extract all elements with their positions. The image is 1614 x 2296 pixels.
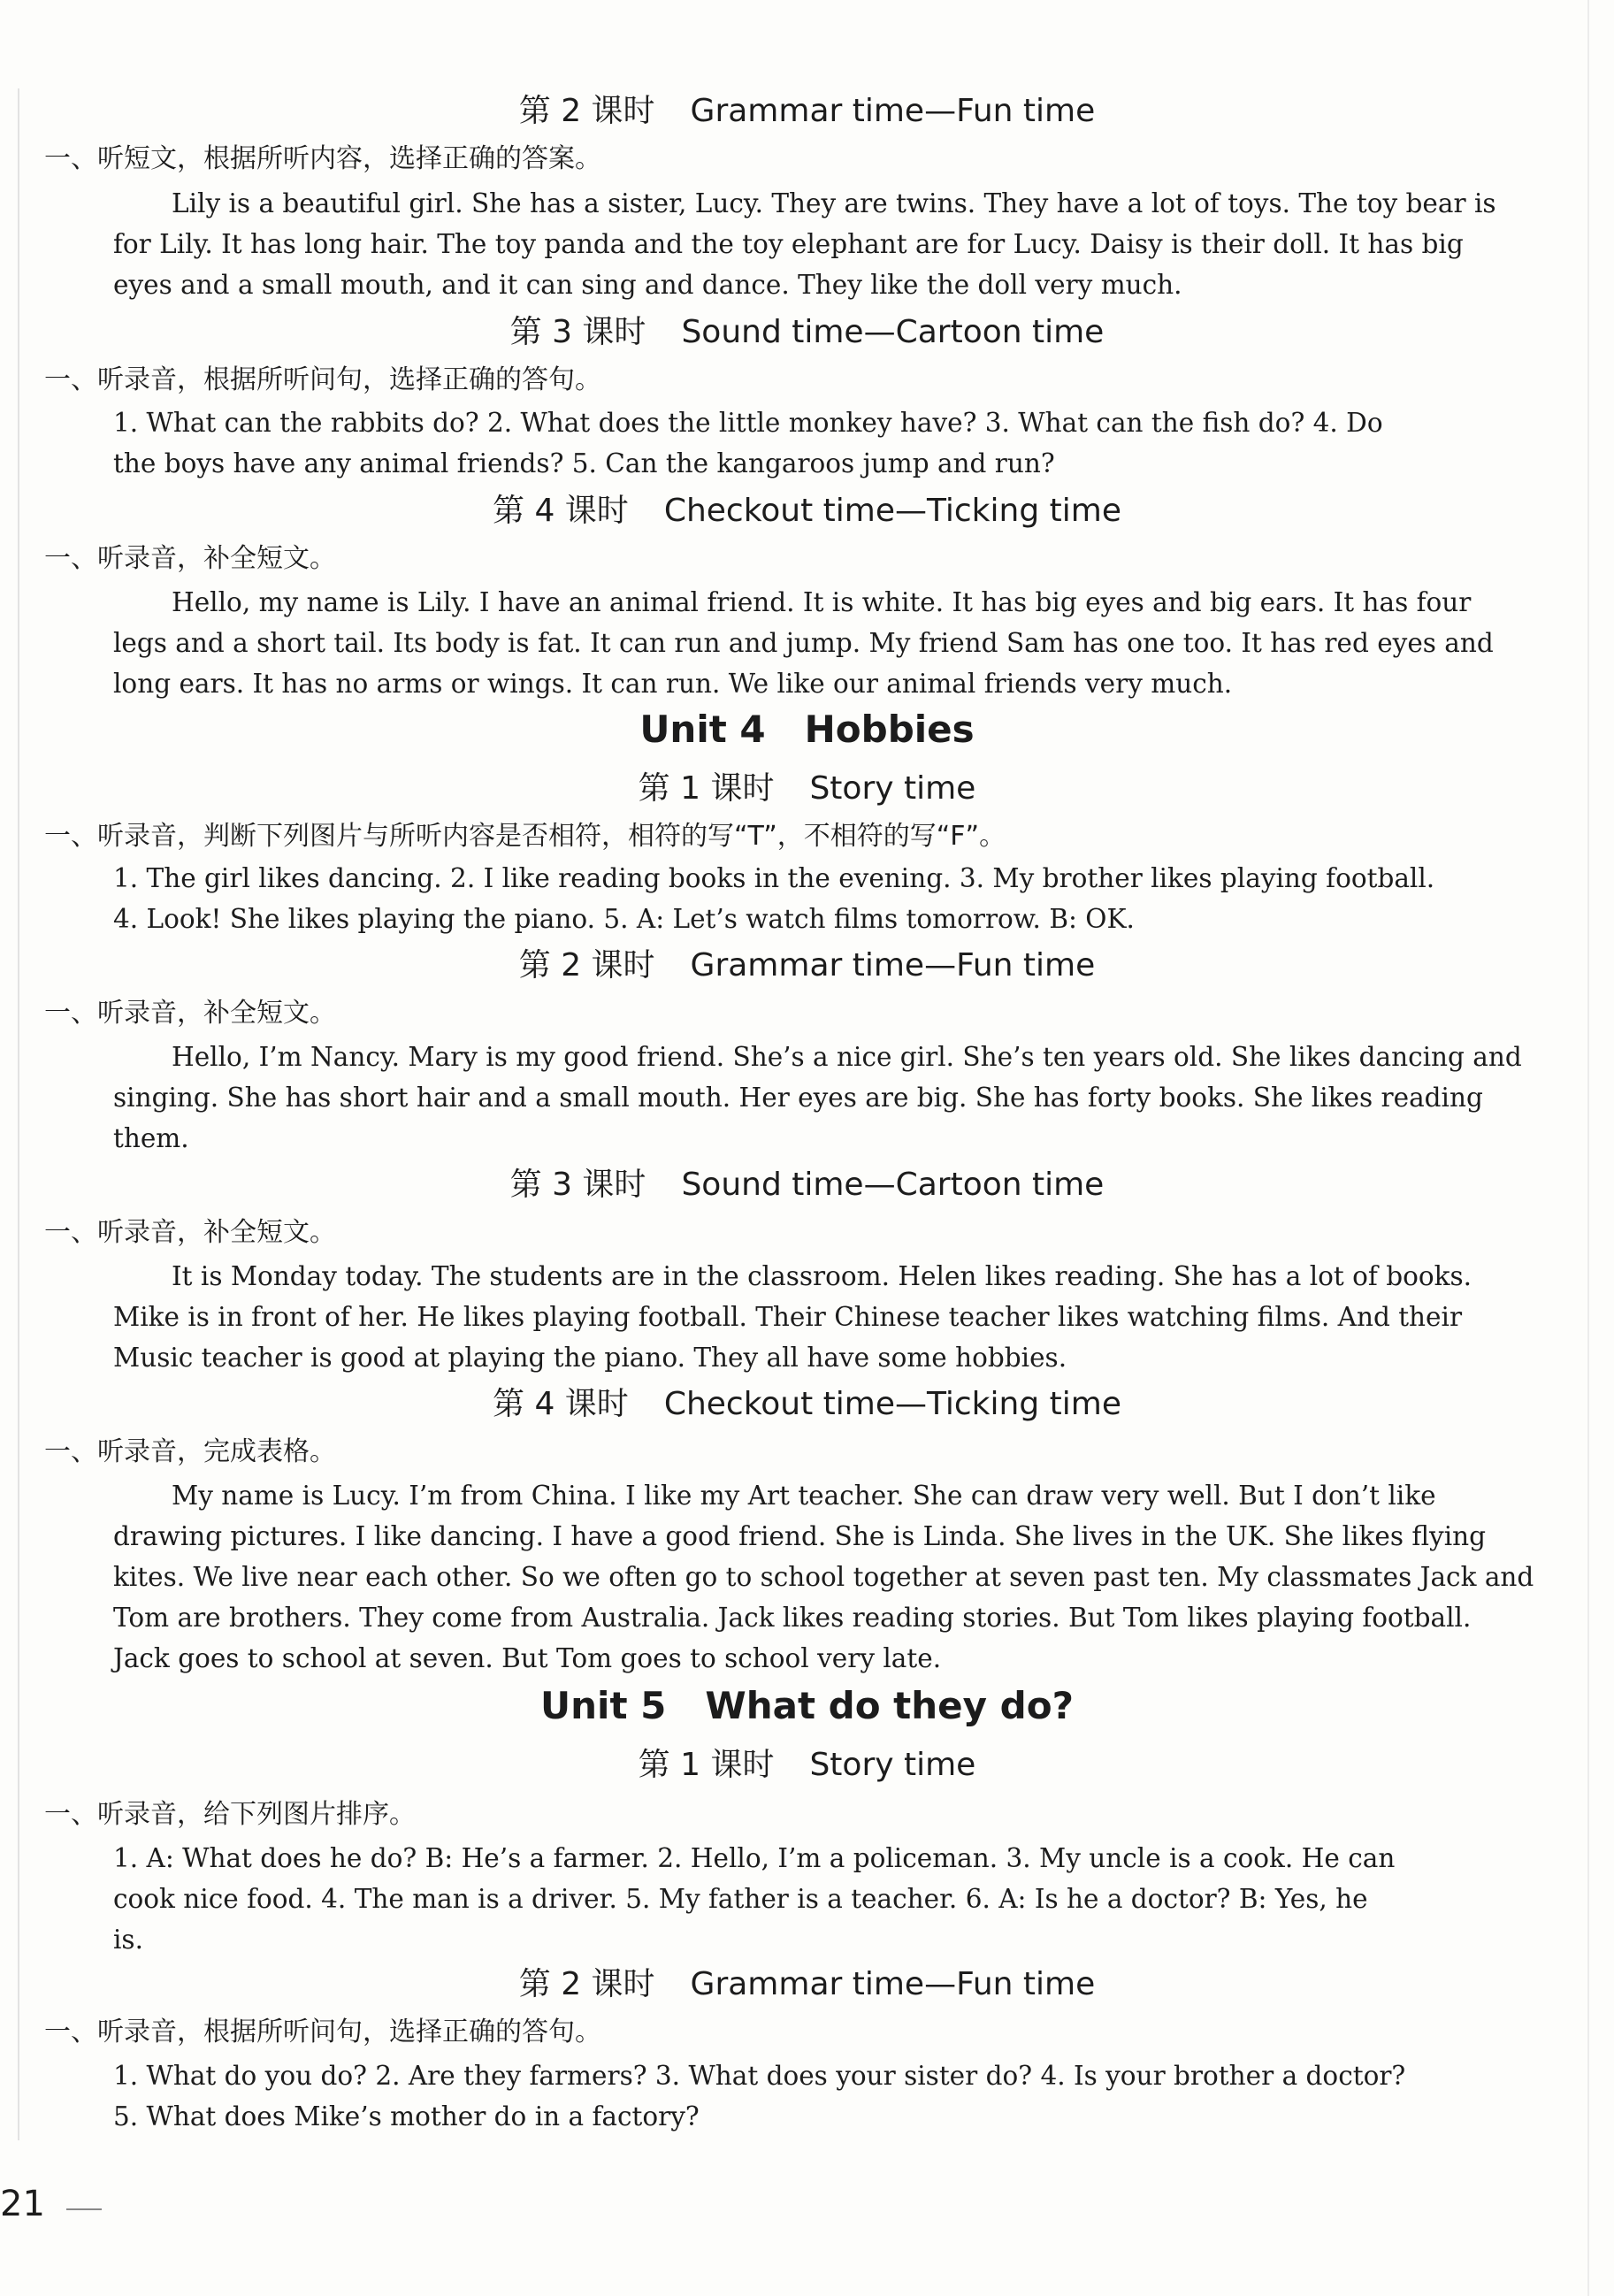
instruction: 一、听录音，完成表格。 [44,1436,336,1467]
instruction: 一、听录音，根据所听问句，选择正确的答句。 [44,364,601,395]
transcript-paragraph: It is Monday today. The students are in the classroom. Helen likes reading. She has a lot of books. Mike is in front of her. He likes playing football. Their Chinese teacher likes watching films. And their Music teacher is good at playing the piano. They all have some hobbies. [113,1261,1472,1373]
instruction: 一、听录音，补全短文。 [44,1217,336,1248]
instruction: 一、听录音，判断下列图片与所听内容是否相符，相符的写“T”，不相符的写“F”。 [44,821,1006,852]
lesson-heading: 第 4 课时 Checkout time—Ticking time [493,493,1121,529]
transcript-paragraph: My name is Lucy. I’m from China. I like my Art teacher. She can draw very well. But I don’t like drawing pictures. I like dancing. I have a good friend. She is Linda. She lives in the UK. She likes flying kites. We live near each other. So we often go to school together at seven past ten. My classmates Jack and Tom are brothers. They come from Australia. Jack likes reading stories. But Tom likes playing football. Jack goes to school at seven. But Tom goes to school very late. [113,1481,1534,1673]
left-margin-rule [18,88,19,2140]
instruction: 一、听短文，根据所听内容，选择正确的答案。 [44,143,601,174]
unit-heading: Unit 5 What do they do? [540,1684,1074,1727]
transcript-paragraph: Lily is a beautiful girl. She has a sister, Lucy. They are twins. They have a lot of toys. The toy bear is for Lily. It has long hair. The toy panda and the toy elephant are for Lucy. Daisy is their doll. It has big eyes and a small mouth, and it can sing and dance. They like the doll very much. [113,188,1496,300]
lesson-heading: 第 1 课时 Story time [638,770,976,807]
unit-heading: Unit 4 Hobbies [639,708,975,751]
page-number-rule [66,2208,102,2210]
lesson-heading: 第 1 课时 Story time [638,1747,976,1783]
instruction: 一、听录音，给下列图片排序。 [44,1799,416,1830]
lesson-heading: 第 3 课时 Sound time—Cartoon time [509,314,1105,350]
instruction: 一、听录音，补全短文。 [44,543,336,574]
lesson-heading: 第 2 课时 Grammar time—Fun time [518,947,1096,983]
transcript-paragraph: 1. A: What does he do? B: He’s a farmer. 2. Hello, I’m a policeman. 3. My uncle is a cook. He can cook nice food. 4. The man is a driver. 5. My father is a teacher. 6. A: Is he a doctor? B: Yes, he is. [113,1843,1396,1955]
transcript-paragraph: 1. The girl likes dancing. 2. I like reading books in the evening. 3. My brother likes playing football. 4. Look! She likes playing the piano. 5. A: Let’s watch films tomorrow. B: OK. [113,863,1435,934]
lesson-heading: 第 4 课时 Checkout time—Ticking time [493,1386,1121,1422]
lesson-heading: 第 2 课时 Grammar time—Fun time [518,1966,1096,2002]
transcript-paragraph: Hello, I’m Nancy. Mary is my good friend. She’s a nice girl. She’s ten years old. She likes dancing and singing. She has short hair and a small mouth. Her eyes are big. She has forty books. She likes reading them. [113,1042,1522,1153]
lesson-heading: 第 2 课时 Grammar time—Fun time [518,93,1096,129]
transcript-paragraph: 1. What do you do? 2. Are they farmers? 3. What does your sister do? 4. Is your brother a doctor? 5. What does Mike’s mother do in a factory? [113,2061,1406,2131]
transcript-paragraph: Hello, my name is Lily. I have an animal friend. It is white. It has big eyes and big ears. It has four legs and a short tail. Its body is fat. It can run and jump. My friend Sam has one too. It has red eyes and long ears. It has no arms or wings. It can run. We like our animal friends very much. [113,587,1494,699]
instruction: 一、听录音，根据所听问句，选择正确的答句。 [44,2017,601,2047]
lesson-heading: 第 3 课时 Sound time—Cartoon time [509,1167,1105,1203]
transcript-paragraph: 1. What can the rabbits do? 2. What does the little monkey have? 3. What can the fish do? 4. Do the boys have any animal friends? 5. Can the kangaroos jump and run? [113,408,1383,478]
page-number: 21 [0,2184,45,2224]
instruction: 一、听录音，补全短文。 [44,998,336,1029]
